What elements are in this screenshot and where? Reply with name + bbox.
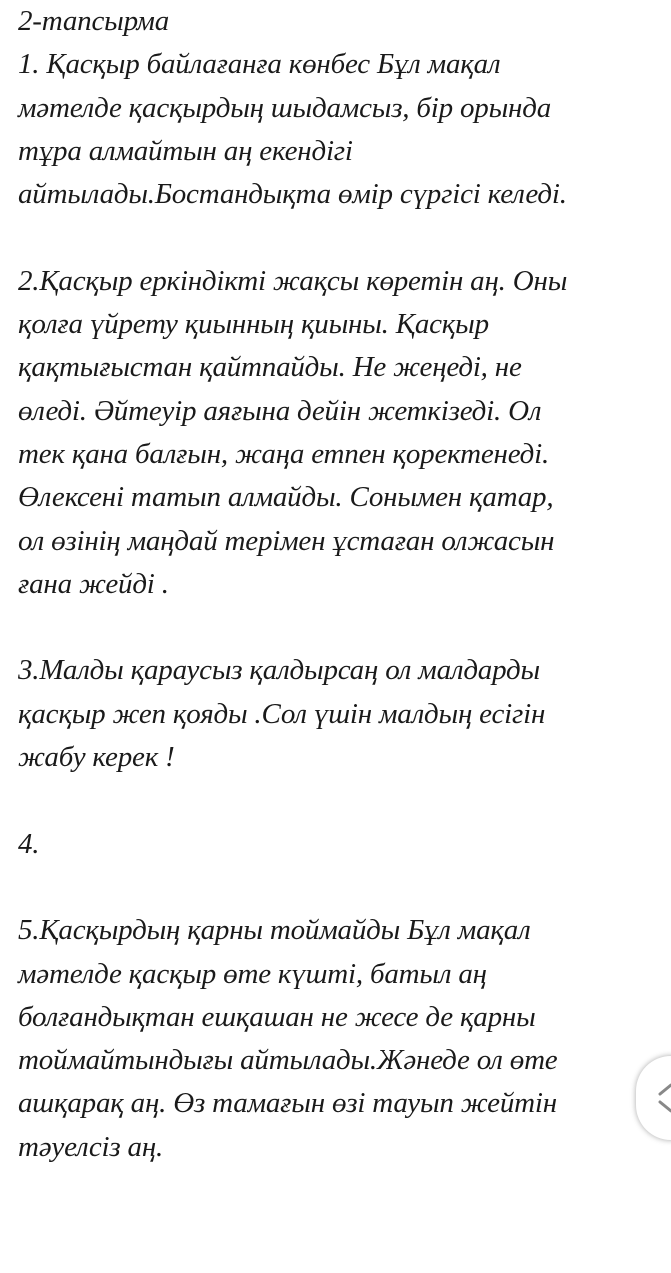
text-line: тұра алмайтын аң екендігі xyxy=(18,134,353,167)
text-line: қасқыр жеп қояды .Сол үшін малдың есігін xyxy=(18,697,546,730)
text-line: жабу керек ! xyxy=(18,741,175,774)
text-line: ашқарақ аң. Өз тамағын өзі тауып жейтін xyxy=(18,1087,557,1120)
text-line: 4. xyxy=(18,827,40,860)
text-line: қолға үйрету қиынның қиыны. Қасқыр xyxy=(18,308,489,341)
chevron-up-down-icon xyxy=(656,1080,671,1116)
paragraph-gap xyxy=(18,866,658,909)
text-line: 1. Қасқыр байлағанға көнбес Бұл мақал xyxy=(18,48,501,81)
text-line: Өлексені татып алмайды. Сонымен қатар, xyxy=(18,481,554,514)
text-line: тоймайтындығы айтылады.Жәнеде ол өте xyxy=(18,1044,558,1077)
text-line: 3.Малды қараусыз қалдырсаң ол малдарды xyxy=(18,654,540,687)
paragraph-gap xyxy=(18,606,658,649)
paragraph-2 xyxy=(18,260,658,606)
text-line: айтылады.Бостандықта өмір сүргісі келеді. xyxy=(18,178,567,211)
text-line: тек қана балғын, жаңа етпен қоректенеді. xyxy=(18,437,550,470)
paragraph-4 xyxy=(18,823,658,866)
text-line: тәуелсіз аң. xyxy=(18,1130,164,1163)
text-line: өледі. Әйтеуір аяғына дейін жеткізеді. Ол xyxy=(18,394,542,427)
document-title: 2-тапсырма xyxy=(18,5,170,37)
paragraph-gap xyxy=(18,216,658,259)
text-line: ғана жейді . xyxy=(18,567,169,600)
text-line: қақтығыстан қайтпайды. Не жеңеді, не xyxy=(18,351,522,384)
text-line: 2.Қасқыр еркіндікті жақсы көретін аң. Оны xyxy=(18,264,568,297)
paragraph-gap xyxy=(18,779,658,822)
document-text xyxy=(18,0,658,1169)
text-line: мәтелде қасқыр өте күшті, батыл аң xyxy=(18,957,487,990)
text-line: болғандықтан ешқашан не жесе де қарны xyxy=(18,1000,536,1033)
text-line: мәтелде қасқырдың шыдамсыз, бір орында xyxy=(18,91,551,124)
text-line: ол өзінің маңдай терімен ұстаған олжасын xyxy=(18,524,555,557)
paragraph-5 xyxy=(18,909,658,1169)
paragraph-3 xyxy=(18,649,658,779)
paragraph-1 xyxy=(18,43,658,216)
text-line: 5.Қасқырдың қарны тоймайды Бұл мақал xyxy=(18,914,531,947)
